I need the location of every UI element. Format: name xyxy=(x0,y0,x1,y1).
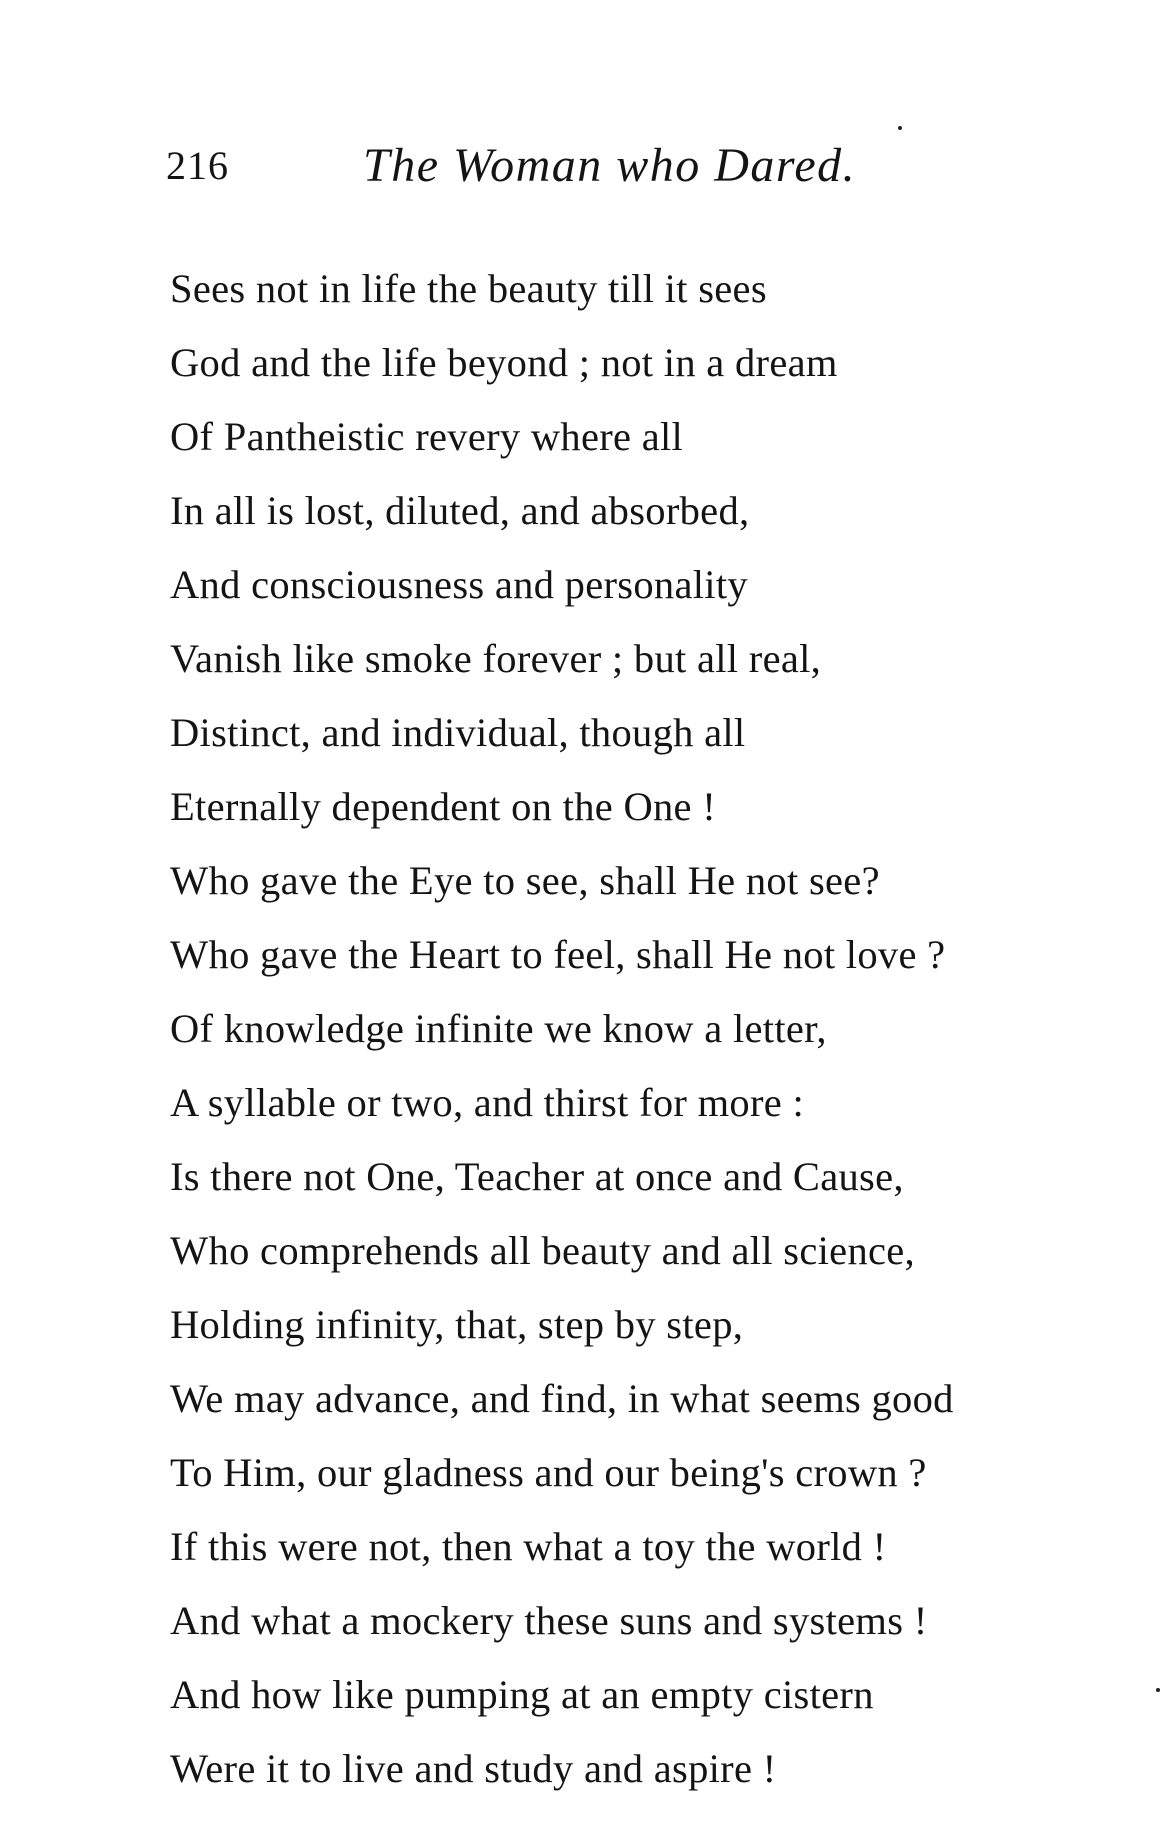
poem-line: In all is lost, diluted, and absorbed, xyxy=(170,488,750,533)
page-number: 216 xyxy=(166,143,229,188)
poem-line: If this were not, then what a toy the world ! xyxy=(170,1524,887,1569)
poem-line: Holding infinity, that, step by step, xyxy=(170,1302,744,1347)
poem-line: Were it to live and study and aspire ! xyxy=(170,1746,777,1791)
print-speck xyxy=(898,126,902,130)
poem-text xyxy=(170,252,1070,1806)
poem-line: Who gave the Eye to see, shall He not see? xyxy=(170,858,880,903)
poem-line: And what a mockery these suns and systems ! xyxy=(170,1598,928,1643)
poem-line: Who gave the Heart to feel, shall He not love ? xyxy=(170,932,946,977)
running-title: The Woman who Dared. xyxy=(363,139,857,192)
poem-line: We may advance, and find, in what seems good xyxy=(170,1376,954,1421)
poem-line: God and the life beyond ; not in a dream xyxy=(170,340,838,385)
poem-line: Of Pantheistic revery where all xyxy=(170,414,684,459)
poem-line: Is there not One, Teacher at once and Cause, xyxy=(170,1154,904,1199)
print-speck xyxy=(1156,1688,1160,1692)
poem-line: A syllable or two, and thirst for more : xyxy=(170,1080,805,1125)
poem-line: And consciousness and personality xyxy=(170,562,748,607)
poem-line: And how like pumping at an empty cistern xyxy=(170,1672,874,1717)
poem-line: Eternally dependent on the One ! xyxy=(170,784,717,829)
poem-line: Sees not in life the beauty till it sees xyxy=(170,266,767,311)
poem-line: Distinct, and individual, though all xyxy=(170,710,746,755)
poem-line: Who comprehends all beauty and all science, xyxy=(170,1228,915,1273)
poem-line: Vanish like smoke forever ; but all real, xyxy=(170,636,822,681)
poem-line: Of knowledge infinite we know a letter, xyxy=(170,1006,827,1051)
poem-line: To Him, our gladness and our being's crown ? xyxy=(170,1450,927,1495)
running-head xyxy=(166,139,926,202)
